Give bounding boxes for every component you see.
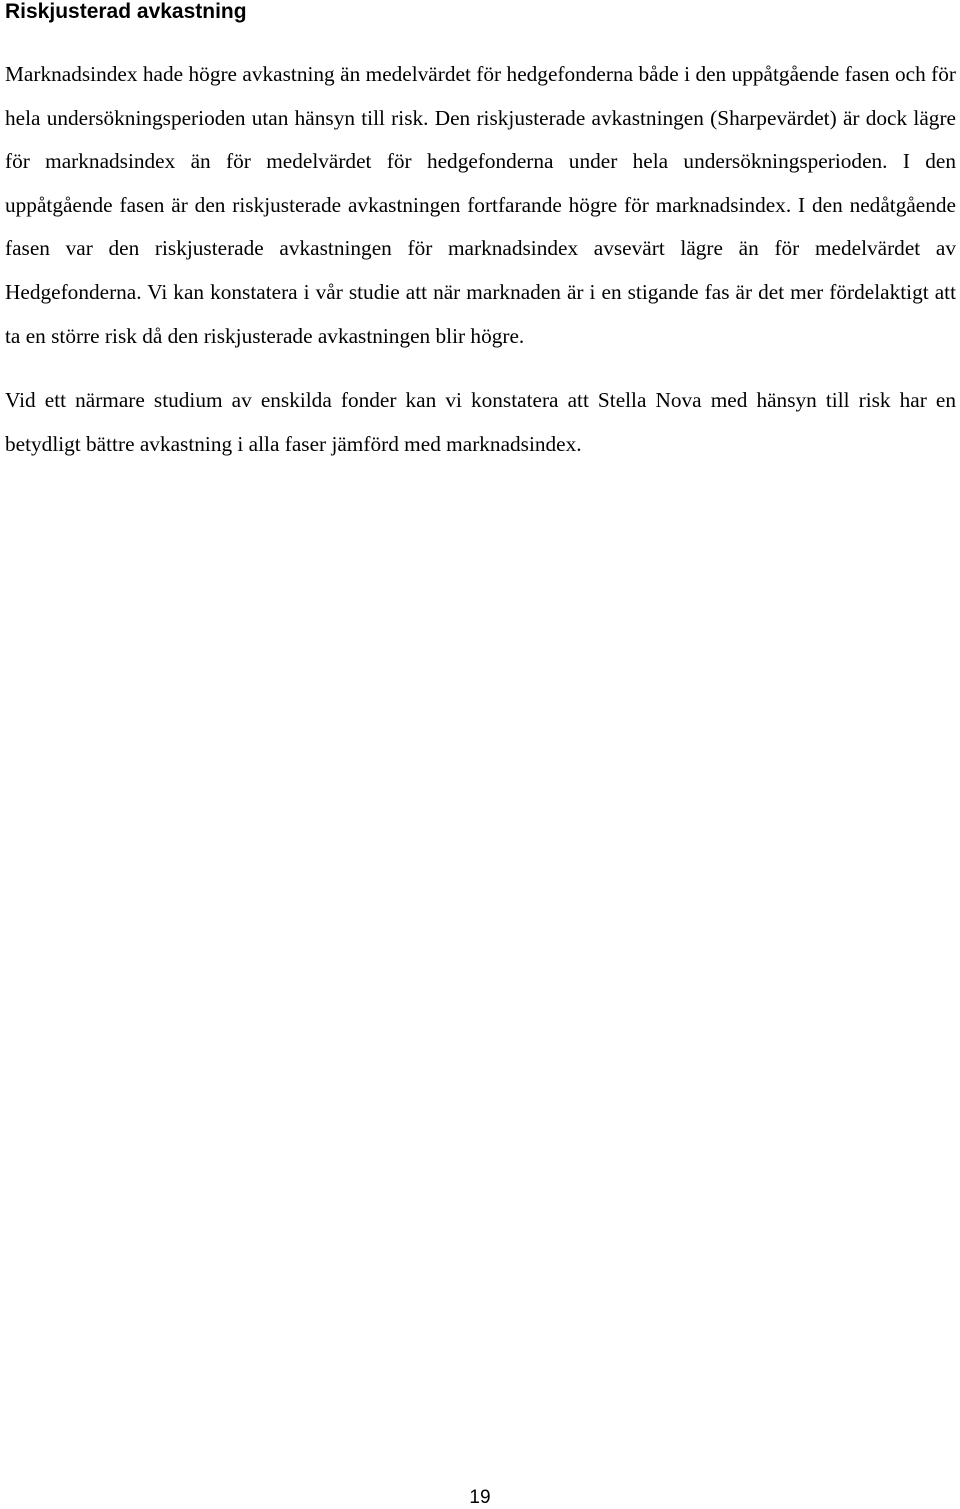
document-page	[5, 0, 956, 466]
section-heading: Riskjusterad avkastning	[5, 0, 247, 23]
page-number: 19	[469, 1487, 491, 1508]
body-paragraph: Marknadsindex hade högre avkastning än medelvärdet för hedgefonderna både i den uppåtgående fasen och för hela undersökningsperioden utan hänsyn till risk. Den riskjusterade avkastningen (Sharpevärdet) är dock lägre för marknadsindex än för medelvärdet för hedgefonderna under hela undersökningsperioden. I den uppåtgående fasen är den riskjusterade avkastningen fortfarande högre för marknadsindex. I den nedåtgående fasen var den riskjusterade avkastningen för marknadsindex avsevärt lägre än för medelvärdet av Hedgefonderna. Vi kan konstatera i vår studie att när marknaden är i en stigande fas är det mer fördelaktigt att ta en större risk då den riskjusterade avkastningen blir högre.	[5, 62, 956, 348]
body-paragraph: Vid ett närmare studium av enskilda fonder kan vi konstatera att Stella Nova med hänsyn till risk har en betydligt bättre avkastning i alla faser jämförd med marknadsindex.	[5, 388, 956, 456]
